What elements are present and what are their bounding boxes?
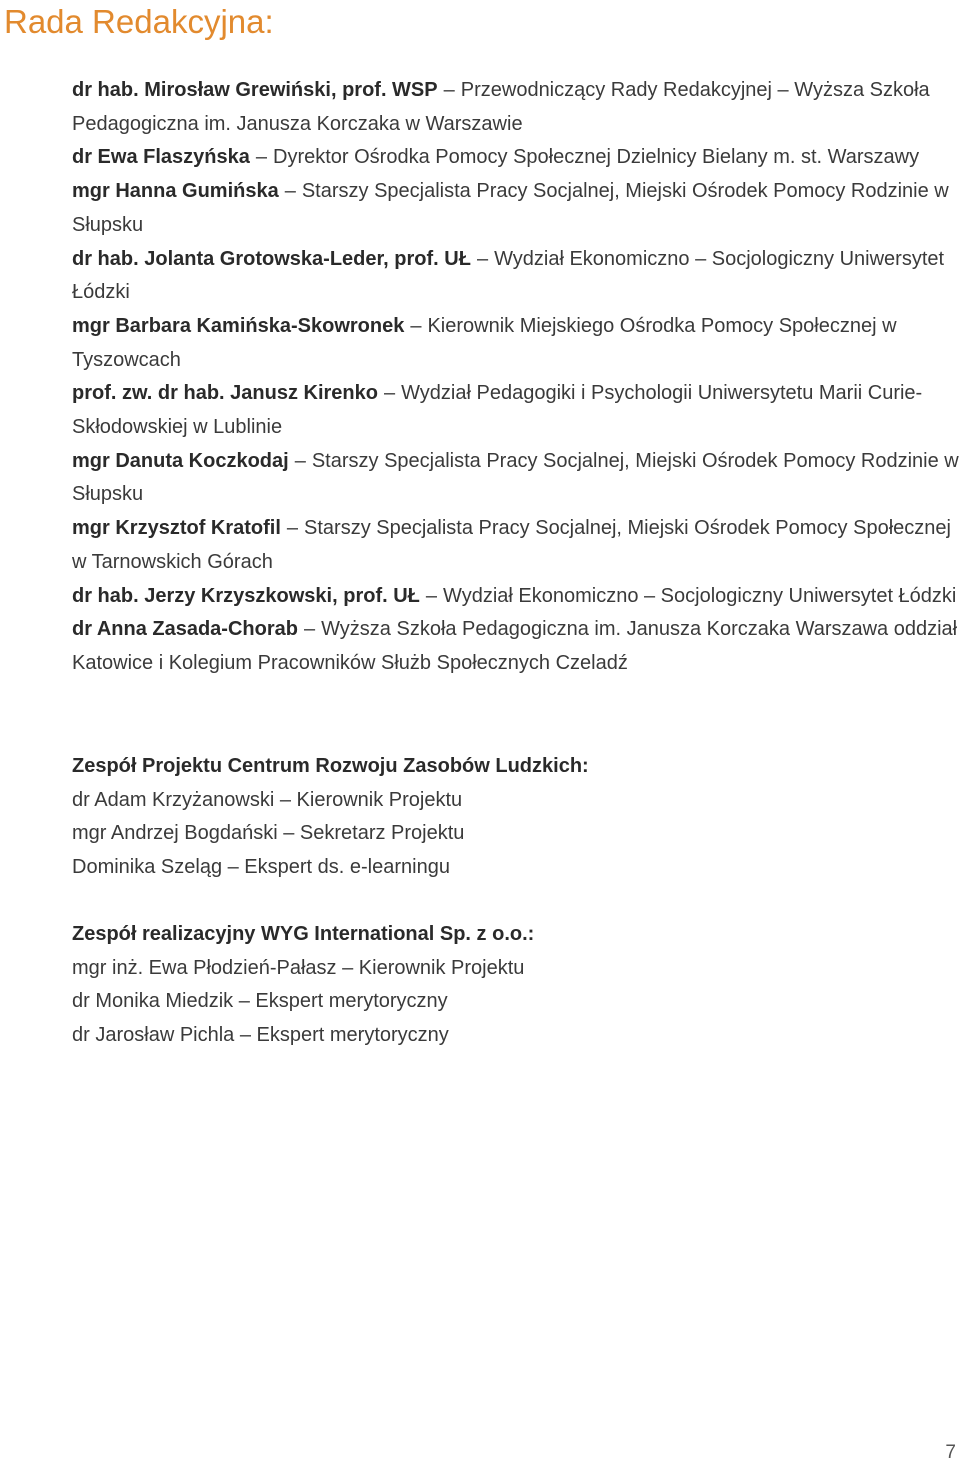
wyg-team-member: dr Monika Miedzik – Ekspert merytoryczny [72, 990, 448, 1013]
member-role: Wydział Pedagogiki i Psychologii Uniwersytetu Marii Curie-Skłodowskiej w Lublinie [72, 382, 923, 439]
member-role: Starszy Specjalista Pracy Socjalnej, Miejski Ośrodek Pomocy Społecznej w Tarnowskich Górach [72, 517, 951, 573]
board-entry [72, 377, 960, 444]
project-team-section [72, 750, 952, 885]
project-team-member: dr Adam Krzyżanowski – Kierownik Projektu [72, 788, 463, 811]
member-role: Dyrektor Ośrodka Pomocy Społecznej Dzielnicy Bielany m. st. Warszawy [273, 146, 920, 169]
board-entry [72, 310, 960, 377]
dash: – [284, 180, 296, 203]
dash: – [443, 79, 455, 101]
project-team-member: mgr Andrzej Bogdański – Sekretarz Projektu [72, 822, 465, 845]
member-name: dr hab. Jolanta Grotowska-Leder, prof. UŁ [72, 247, 471, 270]
member-name: mgr Krzysztof Kratofil [72, 517, 281, 540]
member-name: dr Anna Zasada-Chorab [72, 618, 298, 641]
wyg-team-member: dr Jarosław Pichla – Ekspert merytoryczny [72, 1024, 449, 1047]
dash: – [255, 146, 267, 169]
wyg-team-member: mgr inż. Ewa Płodzień-Pałasz – Kierownik Projektu [72, 956, 525, 979]
board-entry [72, 512, 960, 579]
member-name: mgr Barbara Kamińska-Skowronek [72, 314, 405, 337]
dash: – [286, 517, 299, 540]
member-role: Kierownik Miejskiego Ośrodka Pomocy Społecznej w Tyszowcach [72, 314, 897, 371]
member-role: Wyższa Szkoła Pedagogiczna im. Janusza Korczaka Warszawa oddział Katowice i Kolegium Pracowników Służb Społecznych Czeladź [72, 618, 958, 674]
member-name: mgr Danuta Koczkodaj [72, 449, 289, 472]
dash: – [410, 314, 422, 337]
editorial-board-list [72, 74, 960, 681]
wyg-team-section [72, 918, 952, 1053]
dash: – [383, 382, 396, 405]
page-title: Rada Redakcyjna: [4, 3, 274, 40]
dash: – [303, 618, 316, 641]
member-role: Przewodniczący Rady Redakcyjnej – Wyższa Szkoła Pedagogiczna im. Janusza Korczaka w Warszawie [72, 79, 930, 135]
board-entry [72, 613, 960, 680]
member-name: dr hab. Jerzy Krzyszkowski, prof. UŁ [72, 584, 420, 607]
dash: – [425, 584, 437, 607]
board-entry [72, 243, 960, 310]
project-team-heading: Zespół Projektu Centrum Rozwoju Zasobów Ludzkich: [72, 755, 589, 777]
board-entry [72, 445, 960, 512]
project-team-member: Dominika Szeląg – Ekspert ds. e-learningu [72, 856, 450, 879]
member-name: prof. zw. dr hab. Janusz Kirenko [72, 382, 378, 405]
member-name: dr Ewa Flaszyńska [72, 146, 250, 169]
member-role: Starszy Specjalista Pracy Socjalnej, Miejski Ośrodek Pomocy Rodzinie w Słupsku [72, 449, 959, 506]
member-name: dr hab. Mirosław Grewiński, prof. WSP [72, 79, 438, 101]
member-role: Wydział Ekonomiczno – Socjologiczny Uniwersytet Łódzki [72, 247, 945, 304]
board-entry [72, 175, 960, 242]
member-role: Wydział Ekonomiczno – Socjologiczny Uniwersytet Łódzki [443, 584, 957, 607]
dash: – [476, 247, 489, 270]
member-role: Starszy Specjalista Pracy Socjalnej, Miejski Ośrodek Pomocy Rodzinie w Słupsku [72, 180, 949, 236]
page-number: 7 [945, 1442, 956, 1463]
member-name: mgr Hanna Gumińska [72, 180, 279, 203]
board-entry [72, 74, 960, 141]
board-entry [72, 141, 960, 175]
dash: – [294, 449, 306, 472]
board-entry [72, 580, 960, 614]
wyg-team-heading: Zespół realizacyjny WYG International Sp. z o.o.: [72, 923, 535, 945]
